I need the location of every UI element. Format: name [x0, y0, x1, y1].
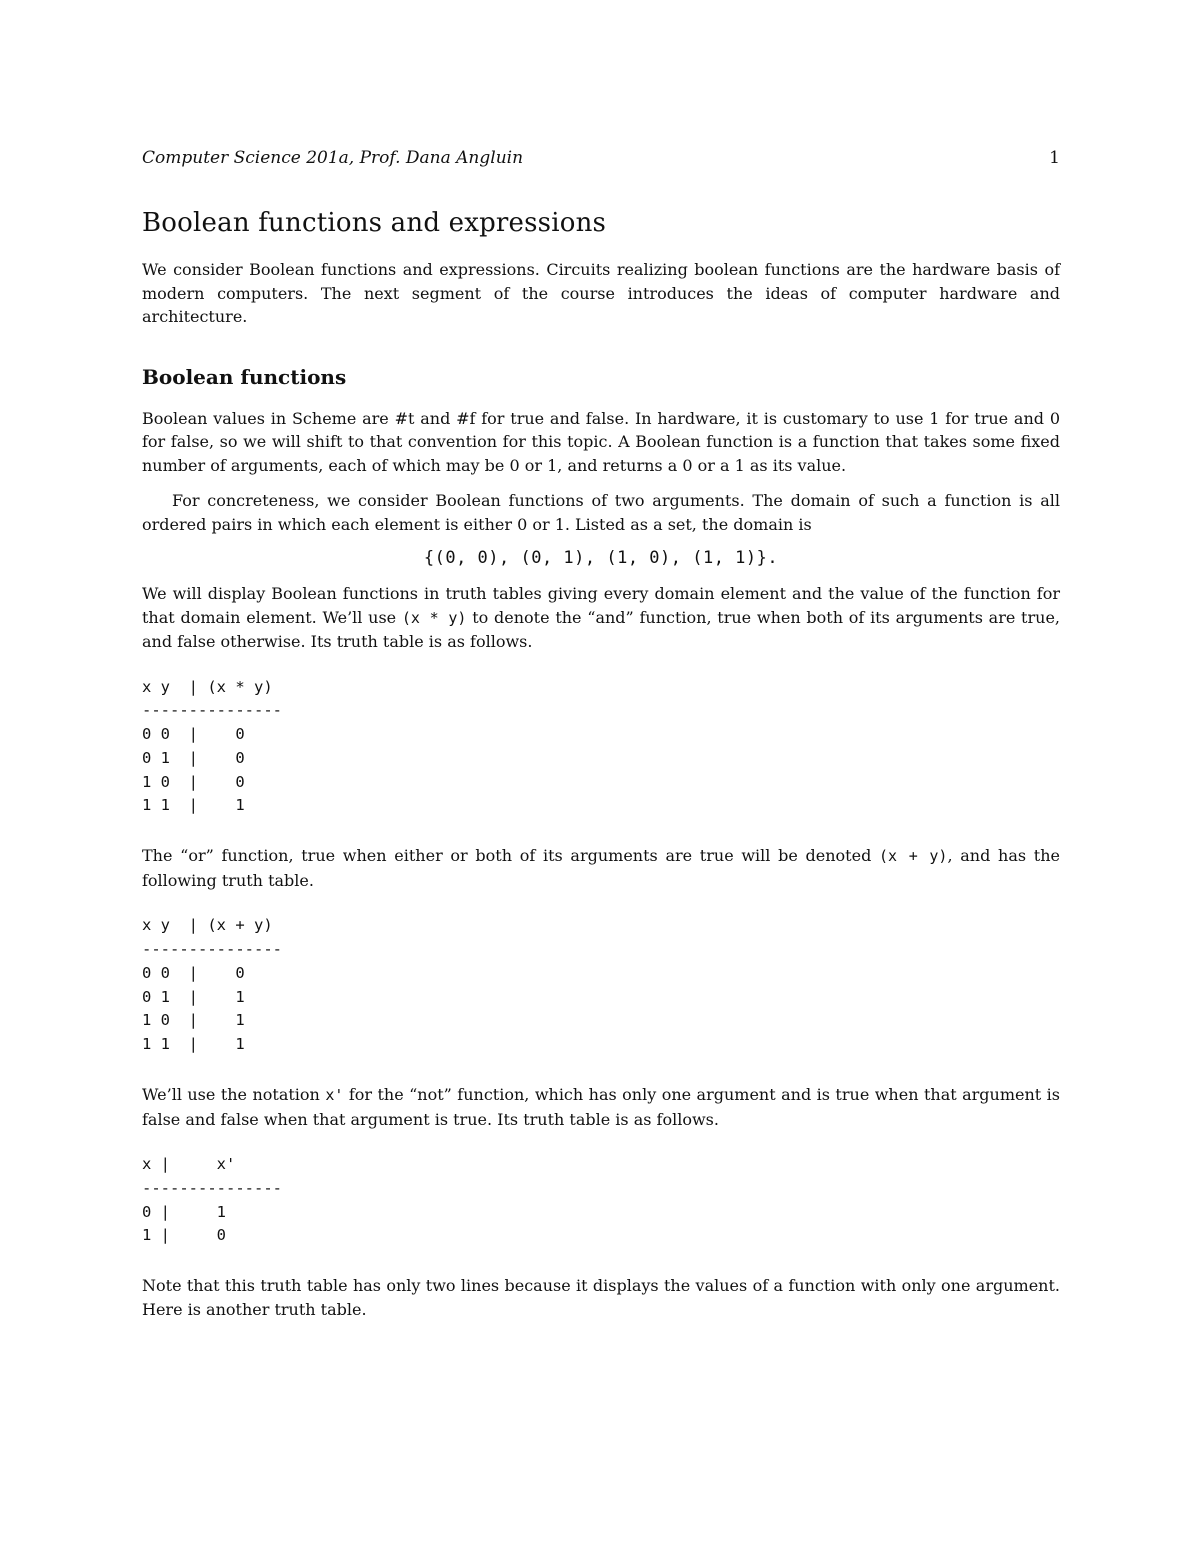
- page-number: 1: [1049, 148, 1060, 168]
- or-text-b: , and has the following truth table.: [142, 846, 1061, 890]
- intro-paragraph: We consider Boolean functions and expressions. Circuits realizing boolean functions are the hardware basis of modern computers. The next segment of the course introduces the ideas of computer hardware and architecture.: [142, 260, 1060, 326]
- document-title: Boolean functions and expressions: [142, 208, 607, 238]
- document-page: [142, 146, 1060, 1333]
- or-truth-table: x y | (x + y) --------------- 0 0 | 0 0 1 | 1 1 0 | 1 1 1 | 1: [142, 916, 282, 1054]
- paragraph-and-function: [142, 582, 1060, 654]
- or-text-a: The “or” function, true when either or both of its arguments are true will be denoted: [142, 846, 880, 866]
- section-heading-boolean-functions: Boolean functions: [142, 364, 347, 389]
- and-notation: (x * y): [401, 608, 467, 627]
- course-header: Computer Science 201a, Prof. Dana Angluin: [142, 148, 524, 168]
- paragraph-note: Note that this truth table has only two lines because it displays the values of a function with only one argument. Here is another truth table.: [142, 1276, 1060, 1319]
- paragraph-domain: For concreteness, we consider Boolean functions of two arguments. The domain of such a function is all ordered pairs in which each element is either 0 or 1. Listed as a set, the domain is: [142, 491, 1060, 534]
- not-truth-table: x | x' --------------- 0 | 1 1 | 0: [142, 1155, 282, 1245]
- not-text-b: for the “not” function, which has only one argument and is true when that argument is false and false when that argument is true. Its truth table is as follows.: [142, 1085, 1060, 1129]
- paragraph-boolean-values: Boolean values in Scheme are #t and #f for true and false. In hardware, it is customary to use 1 for true and 0 for false, so we will shift to that convention for this topic. A Boolean function is a function that takes some fixed number of arguments, each of which may be 0 or 1, and returns a 0 or a 1 as its value.: [142, 408, 1060, 475]
- domain-set-formula: {(0, 0), (0, 1), (1, 0), (1, 1)}.: [423, 548, 779, 568]
- running-header: [142, 146, 1060, 170]
- paragraph-not-function: [142, 1083, 1060, 1131]
- paragraph-or-function: [142, 844, 1060, 892]
- or-notation: (x + y): [879, 847, 948, 866]
- and-text-b: to denote the “and” function, true when both of its arguments are true, and false otherwise. Its truth table is as follows.: [142, 607, 1060, 651]
- and-truth-table: x y | (x * y) --------------- 0 0 | 0 0 1 | 0 1 0 | 0 1 1 | 1: [142, 677, 282, 815]
- not-notation: x': [325, 1086, 344, 1105]
- and-text-a: We will display Boolean functions in truth tables giving every domain element and the value of the function for that domain element. We’ll use: [142, 584, 1060, 627]
- not-text-a: We’ll use the notation: [142, 1085, 326, 1105]
